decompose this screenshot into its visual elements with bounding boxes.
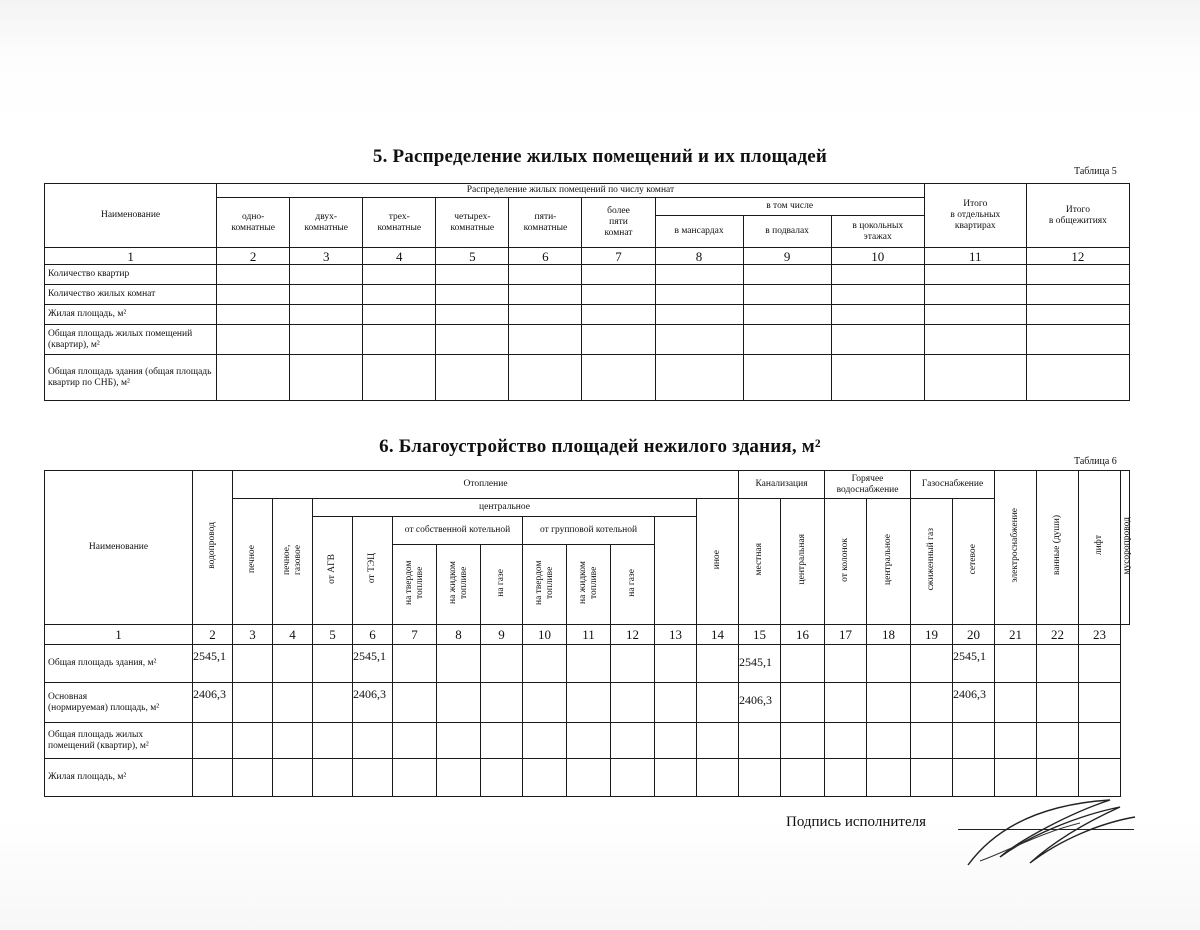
t5-header-attic: в мансардах [655,216,743,248]
t6-cell-sewer-main: 2406,3 [739,683,781,723]
t6-header-lift: лифт [1094,535,1105,556]
t6-header-own-boiler: от собственной котельной [393,517,523,545]
t5-colnum: 8 [655,248,743,265]
t6-row-main-area: Основная (нормируемая) площадь, м² [45,683,193,723]
t5-colnum: 11 [924,248,1026,265]
t5-header-two-room: двух- комнатные [290,198,363,248]
t6-colnum: 5 [313,625,353,645]
t6-colnum: 18 [867,625,911,645]
table-row [45,305,1130,325]
t5-header-socle: в цокольных этажах [831,216,924,248]
t6-colnum: 15 [739,625,781,645]
table-row [45,759,1130,797]
t5-header-one-room: одно- комнатные [217,198,290,248]
t6-colnum: 19 [911,625,953,645]
section6-title: 6. Благоустройство площадей нежилого здания, м² [379,436,821,457]
t5-row-apartments: Количество квартир [45,265,217,285]
t5-header-including: в том числе [655,198,924,216]
t6-header-gas-supply: Газоснабжение [911,471,995,499]
t5-colnum: 4 [363,248,436,265]
t6-colnum: 8 [437,625,481,645]
t5-header-basement: в подвалах [743,216,831,248]
t5-colnum: 10 [831,248,924,265]
t6-header-sewer: Канализация [739,471,825,499]
section5-title: 5. Распределение жилых помещений и их площадей [372,146,828,167]
t6-header-tec: от ТЭЦ [367,553,377,584]
t6-header-central-sewer: центральная [797,534,808,585]
t6-header-own-gas: на газе [496,568,506,597]
t6-cell-tec-main: 2406,3 [353,683,393,723]
t5-row-total-living: Общая площадь жилых помещений (квартир), м² [45,325,217,355]
t5-row-living-area: Жилая площадь, м² [45,305,217,325]
t6-header-own-solid: на твердом топливе [403,560,425,605]
signature-scribble [960,795,1140,875]
t6-colnum: 3 [233,625,273,645]
t6-header-group-boiler: от групповой котельной [523,517,655,545]
t6-colnum: 22 [1037,625,1079,645]
t5-header-name: Наименование [45,184,217,248]
t6-colnum: 1 [45,625,193,645]
t6-colnum: 6 [353,625,393,645]
t6-header-network-gas: сетевое [968,544,979,575]
t6-header-heating: Отопление [233,471,739,499]
t6-header-central: центральное [313,499,697,517]
t6-row-total-area: Общая площадь здания, м² [45,645,193,683]
t6-cell-electric-main: 2406,3 [953,683,995,723]
t6-cell-water-total: 2545,1 [193,645,233,683]
t6-colnum: 4 [273,625,313,645]
t6-row-living-area: Жилая площадь, м² [45,759,193,797]
t6-header-local: местная [754,543,765,576]
t5-colnum: 1 [45,248,217,265]
t6-header-own-liquid: на жидком топливе [447,561,469,604]
t6-header-group-gas: на газе [627,568,637,597]
t5-header-distribution: Распределение жилых помещений по числу комнат [217,184,925,198]
signature-label: Подпись исполнителя [786,814,926,830]
t6-header-agv: от АГВ [327,553,337,584]
t6-row-total-living: Общая площадь жилых помещений (квартир), м² [45,723,193,759]
t5-header-five-room: пяти- комнатные [509,198,582,248]
t6-colnum: 9 [481,625,523,645]
t6-colnum: 10 [523,625,567,645]
t5-colnum: 3 [290,248,363,265]
table-row [45,645,1130,683]
t6-header-group-liquid: на жидком топливе [577,561,599,604]
table-row [45,265,1130,285]
t6-colnum: 7 [393,625,437,645]
t5-header-total-dorms: Итого в общежитиях [1026,184,1129,248]
t6-header-hot-water: Горячее водоснабжение [825,471,911,499]
t6-cell-electric-total: 2545,1 [953,645,995,683]
t6-cell-water-main: 2406,3 [193,683,233,723]
t6-colnum: 20 [953,625,995,645]
t6-colnum: 21 [995,625,1037,645]
t6-header-chute: мусоропровод [1122,516,1133,575]
table-row [45,723,1130,759]
table6-label: Таблица 6 [1074,456,1117,467]
t6-colnum: 13 [655,625,697,645]
t6-cell-sewer-total: 2545,1 [739,645,781,683]
table-row [45,285,1130,305]
t5-header-total-apartments: Итого в отдельных квартирах [924,184,1026,248]
t5-colnum: 9 [743,248,831,265]
t5-header-four-room: четырех- комнатные [436,198,509,248]
t6-colnum: 14 [697,625,739,645]
t6-colnum: 16 [781,625,825,645]
t6-header-baths: ванные (души) [1052,515,1063,576]
t5-colnum: 2 [217,248,290,265]
t6-colnum: 23 [1079,625,1121,645]
t5-header-three-room: трех- комнатные [363,198,436,248]
t6-header-other: иное [712,549,722,570]
t6-colnum: 2 [193,625,233,645]
t5-colnum: 12 [1026,248,1129,265]
t6-header-stove-gas: печное, газовое [281,544,303,575]
t5-row-rooms: Количество жилых комнат [45,285,217,305]
t6-header-water: водопровод [207,522,217,569]
t5-colnum: 5 [436,248,509,265]
table-row [45,683,1130,723]
t5-colnum: 6 [509,248,582,265]
table-row [45,355,1130,401]
table6 [44,470,1133,797]
t6-header-liquefied-gas: сжиженный газ [926,528,937,591]
t6-header-electric: электроснабжение [1010,508,1021,583]
t6-header-central-hw: центральное [883,534,894,585]
t5-colnum: 7 [582,248,655,265]
t6-header-group-solid: на твердом топливе [533,560,555,605]
t6-header-from-columns: от колонок [840,537,851,582]
t6-header-stove: печное [247,545,257,574]
table5-label: Таблица 5 [1074,166,1117,177]
t5-row-building-area: Общая площадь здания (общая площадь квартир по СНБ), м² [45,355,217,401]
table5 [44,183,1130,401]
t6-header-name: Наименование [45,471,193,625]
t6-colnum: 12 [611,625,655,645]
t6-colnum: 17 [825,625,867,645]
table-row [45,325,1130,355]
t6-colnum: 11 [567,625,611,645]
t6-cell-tec-total: 2545,1 [353,645,393,683]
t5-header-more-rooms: более пяти комнат [582,198,655,248]
